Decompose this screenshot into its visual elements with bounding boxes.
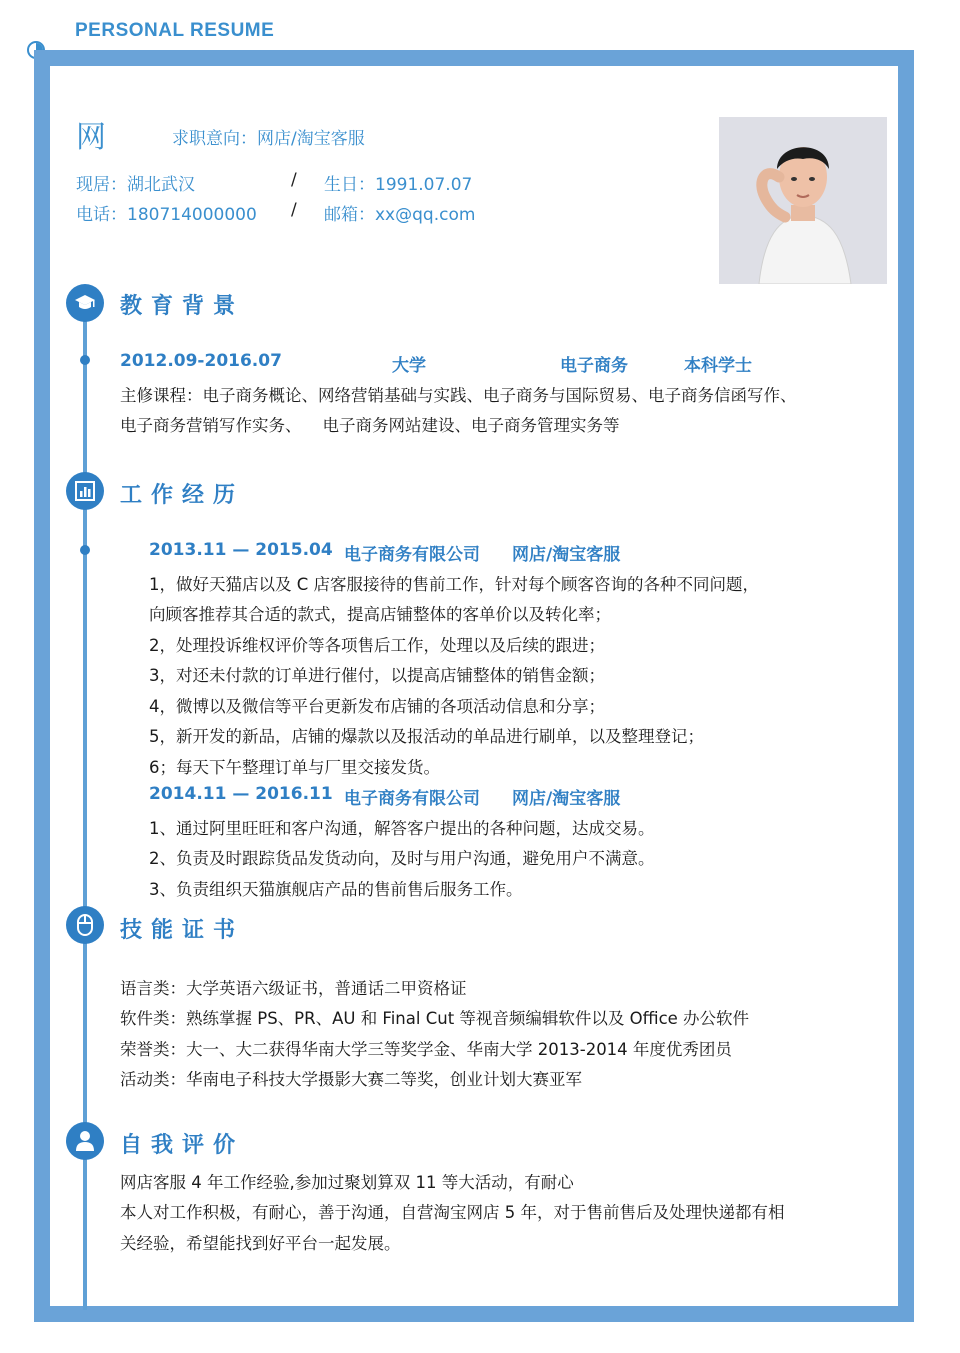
work-section-title: 工作经历 <box>120 483 245 508</box>
job-duty-line: 4，微博以及微信等平台更新发布店铺的各项活动信息和分享； <box>149 697 605 716</box>
self-eval-line: 网店客服 4 年工作经验,参加过聚划算双 11 等大活动，有耐心 <box>120 1173 574 1192</box>
job-company: 电子商务有限公司 <box>344 545 480 565</box>
job-position: 网店/淘宝客服 <box>512 789 621 809</box>
education-section-title: 教育背景 <box>120 294 245 319</box>
candidate-name: 网 <box>76 120 106 155</box>
timeline-line <box>83 320 87 1310</box>
residence: 现居：湖北武汉 <box>76 175 195 195</box>
graduation-cap-icon <box>66 284 104 322</box>
timeline-dot <box>80 545 90 555</box>
job-company: 电子商务有限公司 <box>344 789 480 809</box>
job-period: 2014.11 — 2016.11 <box>149 784 333 804</box>
self-eval-section-title: 自我评价 <box>120 1133 245 1158</box>
job-duty-line: 5，新开发的新品，店铺的爆款以及报活动的单品进行刷单，以及整理登记； <box>149 727 704 746</box>
skill-line: 语言类：大学英语六级证书，普通话二甲资格证 <box>120 979 467 998</box>
education-major: 电子商务 <box>560 356 628 376</box>
resume-header-title: PERSONAL RESUME <box>75 20 275 41</box>
email: 邮箱：xx@qq.com <box>324 205 476 225</box>
self-eval-line: 本人对工作积极，有耐心，善于沟通，自营淘宝网店 5 年，对于售前售后及处理快递都有相 <box>120 1203 785 1222</box>
job-duty-line: 3，对还未付款的订单进行催付，以提高店铺整体的销售金额； <box>149 666 605 685</box>
separator: / <box>291 170 297 190</box>
job-period: 2013.11 — 2015.04 <box>149 540 333 560</box>
job-duty-line: 2、负责及时跟踪货品发货动向，及时与用户沟通，避免用户不满意。 <box>149 849 655 868</box>
timeline-dot <box>80 355 90 365</box>
job-duty-line: 6；每天下午整理订单与厂里交接发货。 <box>149 758 440 777</box>
education-school: 大学 <box>392 356 426 376</box>
education-courses-line: 主修课程：电子商务概论、网络营销基础与实践、电子商务与国际贸易、电子商务信函写作、 <box>120 386 797 405</box>
job-duty-line: 1、通过阿里旺旺和客户沟通，解答客户提出的各种问题，达成交易。 <box>149 819 655 838</box>
separator: / <box>291 200 297 220</box>
job-duty-line: 2，处理投诉维权评价等各项售后工作，处理以及后续的跟进； <box>149 636 605 655</box>
skill-line: 荣誉类：大一、大二获得华南大学三等奖学金、华南大学 2013-2014 年度优秀团员 <box>120 1040 732 1059</box>
job-duty-line: 向顾客推荐其合适的款式，提高店铺整体的客单价以及转化率； <box>149 605 611 624</box>
job-duty-line: 3、负责组织天猫旗舰店产品的售前售后服务工作。 <box>149 880 523 899</box>
skill-line: 软件类：熟练掌握 PS、PR、AU 和 Final Cut 等视音频编辑软件以及 Office 办公软件 <box>120 1009 750 1028</box>
self-eval-line: 关经验，希望能找到好平台一起发展。 <box>120 1234 401 1253</box>
mouse-icon <box>66 906 104 944</box>
job-objective: 求职意向：网店/淘宝客服 <box>172 129 365 149</box>
education-degree: 本科学士 <box>684 356 752 376</box>
job-duty-line: 1，做好天猫店以及 C 店客服接待的售前工作，针对每个顾客咨询的各种不同问题， <box>149 575 760 594</box>
person-icon <box>66 1122 104 1160</box>
education-period: 2012.09-2016.07 <box>120 351 282 371</box>
skill-line: 活动类：华南电子科技大学摄影大赛二等奖，创业计划大赛亚军 <box>120 1070 582 1089</box>
birthday: 生日：1991.07.07 <box>324 175 473 195</box>
education-courses-line: 电子商务营销写作实务、 电子商务网站建设、电子商务管理实务等 <box>120 416 620 435</box>
phone: 电话：180714000000 <box>76 205 257 225</box>
job-position: 网店/淘宝客服 <box>512 545 621 565</box>
bar-chart-icon <box>66 472 104 510</box>
skills-section-title: 技能证书 <box>120 918 245 943</box>
profile-photo <box>719 117 887 284</box>
